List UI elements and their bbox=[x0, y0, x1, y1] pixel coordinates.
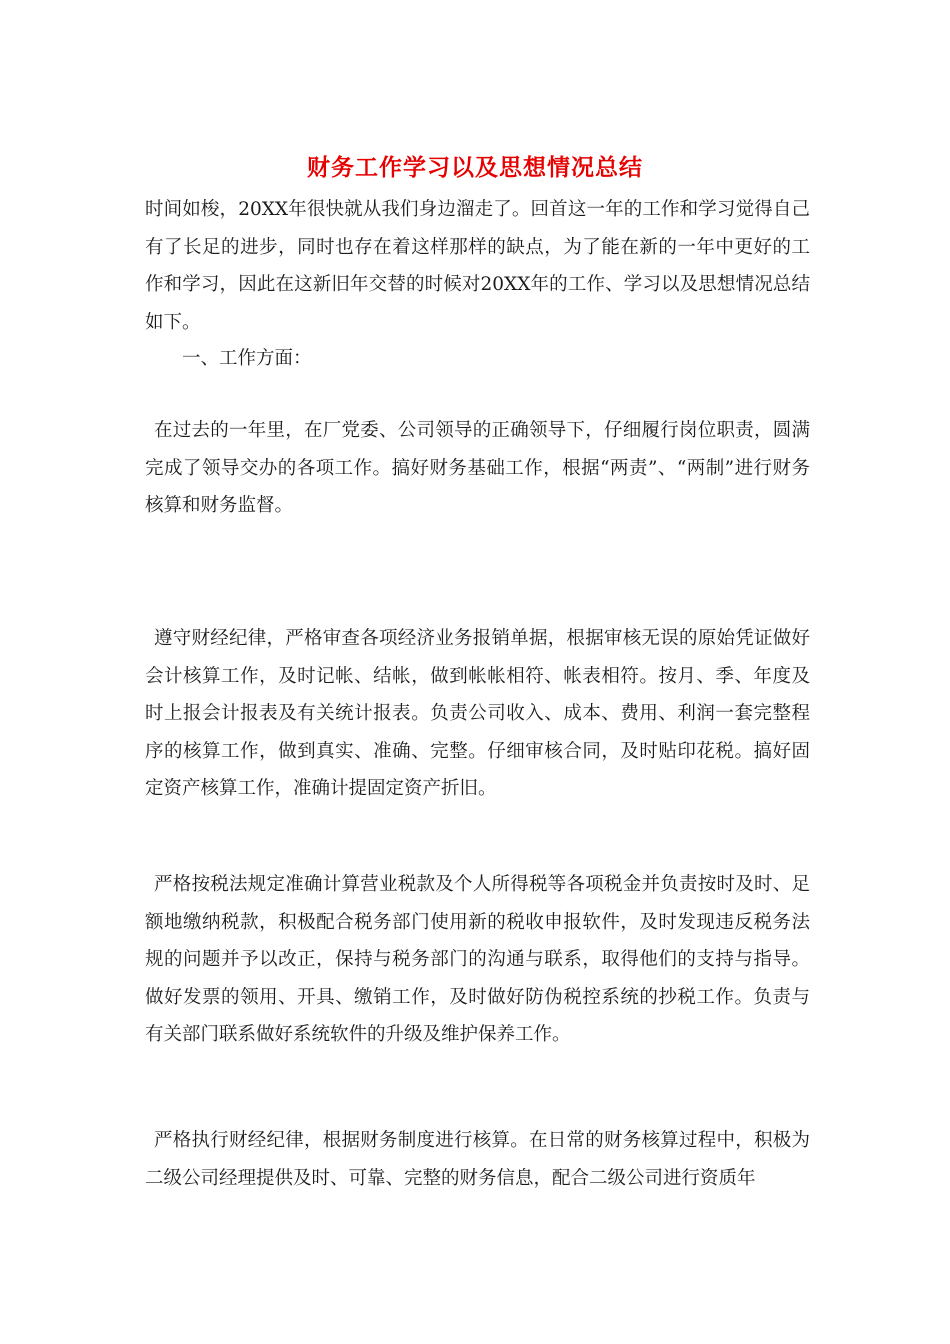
body-paragraph: 在过去的一年里，在厂党委、公司领导的正确领导下，仔细履行岗位职责，圆满完成了领导交办的各项工作。搞好财务基础工作，根据“两责”、“两制”进行财务核算和财务监督。 bbox=[145, 420, 810, 516]
body-paragraph: 严格按税法规定准确计算营业税款及个人所得税等各项税金并负责按时及时、足额地缴纳税款，积极配合税务部门使用新的税收申报软件，及时发现违反税务法规的问题并予以改正，保持与税务部门的沟通与联系，取得他们的支持与指导。做好发票的领用、开具、缴销工作，及时做好防伪税控系统的抄税工作。负责与有关部门联系做好系统软件的升级及维护保养工作。 bbox=[145, 874, 810, 1045]
intro-paragraph: 时间如梭，20XX年很快就从我们身边溜走了。回首这一年的工作和学习觉得自己有了长足的进步，同时也存在着这样那样的缺点，为了能在新的一年中更好的工作和学习，因此在这新旧年交替的时候对20XX年的工作、学习以及思想情况总结如下。 bbox=[145, 199, 810, 333]
body-paragraph: 严格执行财经纪律，根据财务制度进行核算。在日常的财务核算过程中，积极为二级公司经理提供及时、可靠、完整的财务信息，配合二级公司进行资质年 bbox=[145, 1130, 810, 1189]
body-paragraph: 遵守财经纪律，严格审查各项经济业务报销单据，根据审核无误的原始凭证做好会计核算工作，及时记帐、结帐，做到帐帐相符、帐表相符。按月、季、年度及时上报会计报表及有关统计报表。负责公司收入、成本、费用、利润一套完整程序的核算工作，做到真实、准确、完整。仔细审核合同，及时贴印花税。搞好固定资产核算工作，准确计提固定资产折旧。 bbox=[145, 628, 810, 799]
document-title: 财务工作学习以及思想情况总结 bbox=[307, 154, 643, 181]
section-heading: 一、工作方面： bbox=[182, 348, 312, 369]
